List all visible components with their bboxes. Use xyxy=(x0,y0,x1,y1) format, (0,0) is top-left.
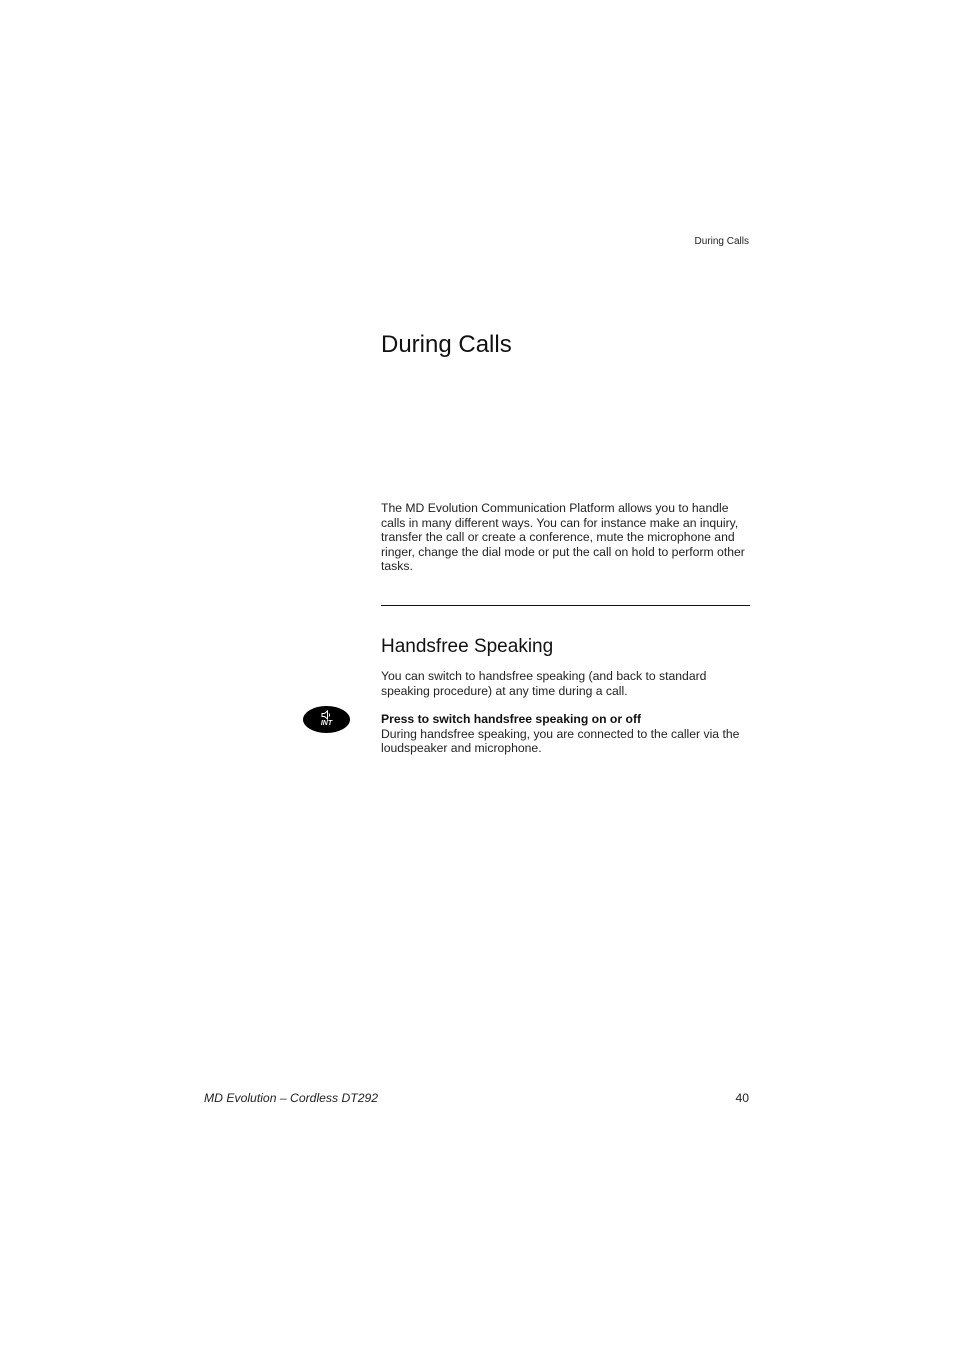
chapter-title: During Calls xyxy=(381,331,512,358)
key-label: INT xyxy=(320,720,333,727)
intro-paragraph: The MD Evolution Communication Platform allows you to handle calls in many different ways. You can for instance make an inquiry, transfer the call or create a conference, mute the microphone and ringer, change the dial mode or put the call on hold to perform other tasks. xyxy=(381,501,745,574)
instruction-step xyxy=(381,712,753,756)
handsfree-key-icon xyxy=(303,706,350,733)
section-paragraph: You can switch to handsfree speaking (and back to standard speaking procedure) at any time during a call. xyxy=(381,669,707,698)
section-divider xyxy=(381,605,750,606)
footer-page-number: 40 xyxy=(735,1091,749,1105)
footer-document-name: MD Evolution – Cordless DT292 xyxy=(204,1091,379,1105)
step-title: Press to switch handsfree speaking on or off xyxy=(381,712,642,726)
running-header: During Calls xyxy=(694,236,749,247)
section-title: Handsfree Speaking xyxy=(381,636,554,657)
step-description: During handsfree speaking, you are connected to the caller via the loudspeaker and microphone. xyxy=(381,726,740,756)
speaker-icon xyxy=(321,710,333,720)
